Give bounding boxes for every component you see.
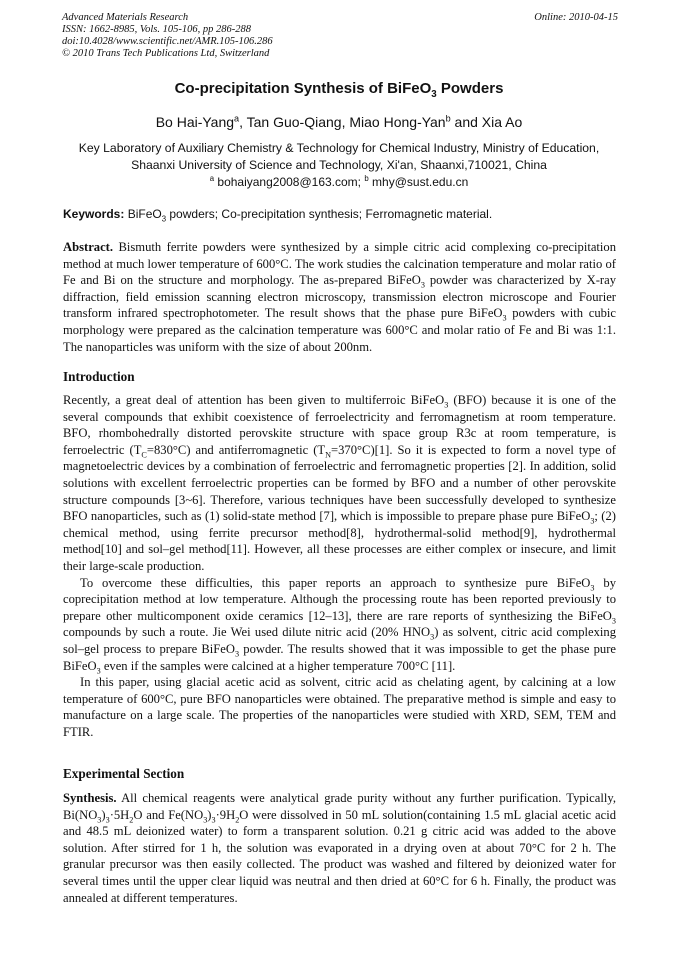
intro-text: even if the samples were calcined at a higher temperature 700°C [11]. (100, 658, 456, 673)
intro-text: Recently, a great deal of attention has been given to multiferroic BiFeO (63, 393, 445, 407)
keywords-text-end: powders; Co-precipitation synthesis; Ferromagnetic material. (166, 207, 493, 221)
abstract-label: Abstract. (63, 240, 114, 254)
abstract-subscript: 3 (420, 280, 425, 290)
intro-subscript: 3 (590, 583, 595, 593)
intro-subscript: 3 (235, 649, 240, 659)
exp-subscript: 3 (97, 815, 102, 825)
copyright-line: © 2010 Trans Tech Publications Ltd, Switzerland (62, 48, 270, 59)
intro-subscript: N (325, 450, 332, 460)
experimental-heading: Experimental Section (63, 766, 185, 781)
paper-title (0, 80, 678, 100)
abstract-text: powder was characterized by X-ray diffraction, field emission scanning electron microscopy, transmission electron microscope and Fourier transform infrared spectrophotometer. The result shows that the phase pure BiFeO (63, 273, 616, 321)
intro-paragraph-3: In this paper, using glacial acetic acid as solvent, citric acid as chelating agent, by calcining at a low temperature of 600°C, pure BFO nanoparticles were obtained. The preparative method is simple and easy to manufacture on a large scale. The properties of the nanoparticles were studied with XRD, SEM, TEM and FTIR. (63, 675, 616, 739)
introduction-body (63, 392, 616, 740)
title-text: Co-precipitation Synthesis of BiFeO (174, 80, 432, 97)
intro-text: (BFO) because it is one of the several compounds that exhibit coexistence of ferroelectricity and ferromagnetism at room temperature. BFO, rhombohedrally distorted perovskite structure with space group R3c at room temperature, is ferroelectric (T (63, 393, 616, 457)
exp-text: ) (207, 807, 212, 822)
exp-subscript: 3 (211, 815, 216, 825)
author-list (0, 114, 678, 130)
online-date: Online: 2010-04-15 (534, 12, 618, 23)
email-mark-a: a (209, 174, 215, 183)
exp-text: O were dissolved in 50 mL solution(containing 1.5 mL glacial acetic acid and 48.5 mL deionized water) to form a transparent solution. 0.21 g citric acid was added to the above solution. After stirred for 1 h, the solution was evaporated in a drying oven at about 70°C for 2 h. The granular precursor was then easily collected. The product was washed and filtered by deionized water for several times until the upper clear liquid was neutral and then dried at 60°C for 6 h. Finally, the product was annealed at different temperatures. (63, 807, 617, 905)
author-2-3: , Tan Guo-Qiang, Miao Hong-Yan (239, 114, 446, 130)
keywords-subscript: 3 (161, 214, 167, 224)
exp-subscript: 3 (203, 815, 208, 825)
journal-header (62, 12, 618, 60)
exp-text: ·9H (215, 807, 236, 822)
intro-text: ) as solvent, citric acid complexing sol–gel process to prepare BiFeO (63, 625, 617, 656)
intro-subscript: 3 (590, 516, 595, 526)
author-3-mark: b (445, 113, 451, 124)
intro-subscript: 3 (611, 616, 616, 626)
exp-text: All chemical reagents were analytical grade purity without any further purification. Typically, Bi(NO (63, 791, 616, 822)
introduction-heading: Introduction (63, 369, 135, 384)
abstract-text: powders with cubic morphology were prepared as the calcination temperature was 600°C and molar ratio of Fe and Bi was 1:1. The nanoparticles was uniform with the size of about 200nm. (63, 306, 616, 354)
abstract-text: Bismuth ferrite powders were synthesized by a simple citric acid complexing co-precipitation method at much lower temperature of 600°C. The work studies the calcination temperature and molar ratio of Fe and Bi on the structure and morphology. The as-prepared BiFeO (63, 240, 616, 288)
intro-text: =370°C)[1]. So it is expected to form a novel type of magnetoelectric devices by a combination of ferroelectric and ferromagnetic properties [2]. In addition, solid solutions with excellent ferroelectric properties can be formed by BFO and a number of other perovskite structure compounds [3~6]. Therefore, various techniques have been successfully developed to synthesize BFO nanoparticles, such as (1) solid-state method [7], which is impossible to prepare phase pure BiFeO (63, 442, 616, 524)
intro-text: compounds by such a route. Jie Wei used dilute nitric acid (20% HNO (63, 625, 431, 640)
keywords-text: BiFeO (124, 207, 162, 221)
affiliation (40, 140, 638, 173)
intro-text: powder. The results showed that it was impossible to get the phase pure BiFeO (63, 641, 616, 673)
author-1-mark: a (234, 113, 240, 124)
exp-subscript: 2 (129, 815, 134, 825)
keywords (63, 207, 618, 224)
affiliation-line-2: Shaanxi University of Science and Technology, Xi'an, Shaanxi,710021, China (131, 157, 547, 172)
journal-name: Advanced Materials Research (62, 12, 189, 23)
intro-paragraph-1 (63, 392, 616, 575)
doi-line: doi:10.4028/www.scientific.net/AMR.105-106.286 (62, 36, 273, 47)
exp-subscript: 3 (105, 815, 110, 825)
issn-line: ISSN: 1662-8985, Vols. 105-106, pp 286-288 (62, 24, 251, 35)
intro-subscript: 3 (430, 632, 435, 642)
email-a: bohaiyang2008@163.com; (214, 175, 365, 189)
author-4: and Xia Ao (450, 114, 523, 130)
intro-text: =830°C) and antiferromagnetic (T (146, 442, 326, 457)
title-text-end: Powders (436, 80, 504, 97)
intro-text: To overcome these difficulties, this paper reports an approach to synthesize pure BiFeO (80, 575, 591, 590)
email-b: mhy@sust.edu.cn (368, 175, 469, 189)
synthesis-label: Synthesis. (63, 791, 117, 805)
intro-text: by coprecipitation method at low temperature. Although the processing route has been reported previously to prepare other multicomponent oxide ceramics [12–13], there are rare reports of synthesizing the BiFeO (63, 575, 616, 623)
author-1: Bo Hai-Yang (155, 114, 235, 130)
exp-text: O and Fe(NO (133, 807, 204, 822)
exp-text: ·5H (109, 807, 130, 822)
intro-subscript: C (141, 450, 147, 460)
intro-subscript: 3 (444, 400, 449, 410)
intro-paragraph-2 (63, 575, 616, 675)
title-subscript: 3 (431, 89, 437, 100)
intro-subscript: 3 (96, 666, 101, 676)
exp-text: ) (101, 807, 106, 822)
experimental-body (63, 790, 616, 906)
keywords-label: Keywords: (63, 207, 125, 221)
abstract (63, 239, 616, 355)
author-emails (0, 175, 678, 189)
email-mark-b: b (364, 174, 369, 183)
affiliation-line-1: Key Laboratory of Auxiliary Chemistry & Technology for Chemical Industry, Ministry of Education, (78, 141, 600, 155)
intro-text: ; (2) chemical method, using ferrite precursor method[8], hydrothermal-solid method[9], hydrothermal method[10] and sol–gel method[11]. However, all these processes are either complex or insecure, and limit their large-scale production. (63, 509, 616, 573)
abstract-subscript: 3 (502, 313, 507, 323)
exp-subscript: 2 (235, 815, 240, 825)
